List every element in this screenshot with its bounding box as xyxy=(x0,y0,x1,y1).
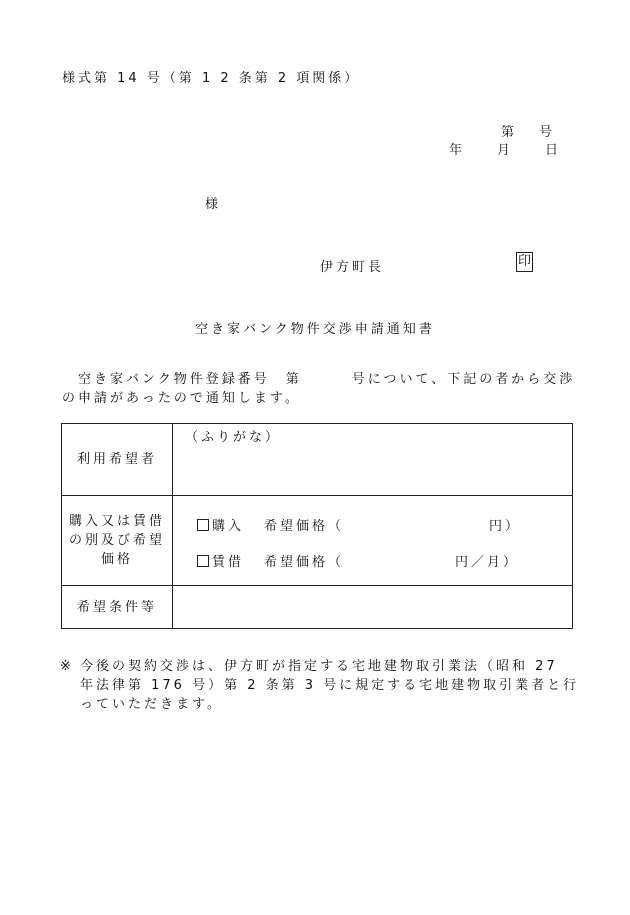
document-number-go: 号 xyxy=(539,125,556,140)
furigana-label: （ふりがな） xyxy=(185,430,282,445)
body-text-part2: 号について、下記の者から交渉の申請があったので通知します。 xyxy=(62,372,576,406)
rent-unit: 円／月） xyxy=(455,555,520,570)
rent-option xyxy=(197,551,520,570)
purchase-checkbox[interactable] xyxy=(197,519,209,531)
note xyxy=(60,657,580,714)
purchase-rent-label xyxy=(62,496,173,586)
purchase-rent-label-line3: 価格 xyxy=(100,552,133,567)
sender-mayor: 伊方町長 xyxy=(320,260,385,275)
purchase-rent-field xyxy=(173,496,573,586)
note-mark: ※ xyxy=(60,659,74,674)
note-text: 今後の契約交渉は、伊方町が指定する宅地建物取引業法（昭和 27 年法律第 176 号）第 2 条第 3 号に規定する宅地建物取引業者と行っていただきます。 xyxy=(80,659,580,712)
table-row-conditions xyxy=(62,586,573,629)
purchase-rent-label-line2: の別及び希望 xyxy=(68,533,165,548)
table-row-purchase-rent xyxy=(62,496,573,586)
body-text-part1: 空き家バンク物件登録番号 第 xyxy=(62,372,302,387)
conditions-label: 希望条件等 xyxy=(62,586,173,629)
seal-mark: 印 xyxy=(516,252,533,272)
table-row-applicant xyxy=(62,424,573,496)
applicant-label: 利用希望者 xyxy=(62,424,173,496)
applicant-field[interactable] xyxy=(173,424,573,496)
rent-label: 賃借 xyxy=(212,555,245,570)
purchase-label: 購入 xyxy=(212,519,245,534)
conditions-field[interactable] xyxy=(173,586,573,629)
purchase-option xyxy=(197,515,522,534)
purchase-unit: 円） xyxy=(489,519,522,534)
form-number: 様式第 14 号（第 1 2 条第 2 項関係） xyxy=(62,71,361,86)
addressee: 様 xyxy=(205,197,222,212)
purchase-price-label: 希望価格（ xyxy=(264,519,345,534)
date-year: 年 xyxy=(449,143,466,158)
rent-checkbox[interactable] xyxy=(197,555,209,567)
document-title: 空き家バンク物件交渉申請通知書 xyxy=(195,322,435,337)
document-date xyxy=(449,139,561,158)
purchase-rent-label-line1: 購入又は賃借 xyxy=(68,514,165,529)
document-number-dai: 第 xyxy=(501,125,518,140)
body-text xyxy=(62,370,582,408)
rent-price-label: 希望価格（ xyxy=(264,555,345,570)
date-day: 日 xyxy=(545,143,562,158)
date-month: 月 xyxy=(497,143,514,158)
document-number xyxy=(501,121,555,140)
request-table xyxy=(61,423,573,629)
